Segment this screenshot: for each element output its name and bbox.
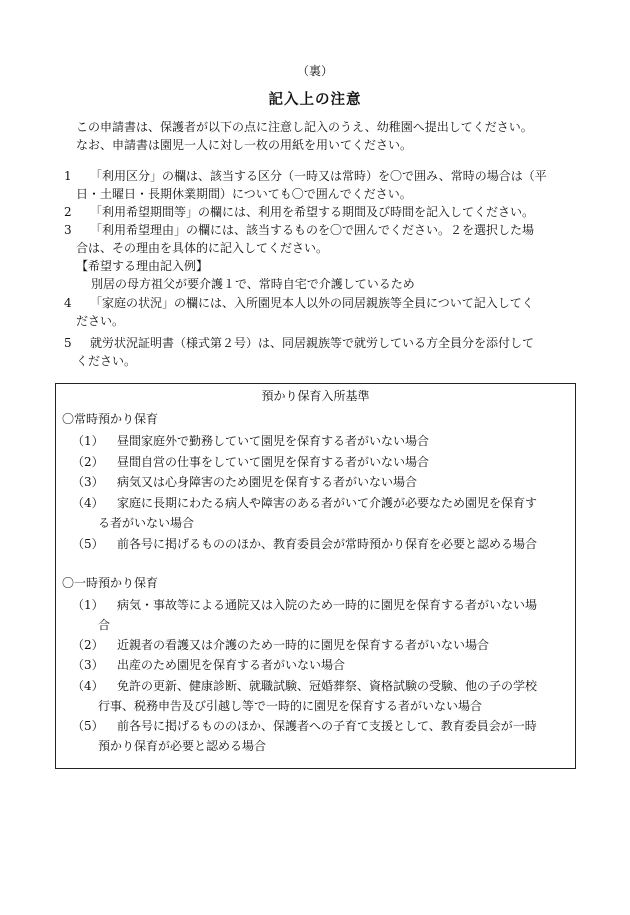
- back-side-label: （裏）: [296, 64, 333, 78]
- temporary-item-2: [72, 636, 489, 654]
- item-text: 病気・事故等による通院又は入院のため一時的に園児を保育する者がいない場: [117, 598, 538, 612]
- example-text: 別居の母方祖父が要介護１で、常時自宅で介護しているため: [91, 277, 415, 291]
- item-number: （4）: [72, 496, 104, 510]
- note-3: [64, 221, 534, 239]
- item-number: （5）: [72, 537, 104, 551]
- temporary-item-1-continued: 合: [98, 618, 111, 632]
- item-number: （3）: [72, 475, 104, 489]
- regular-item-3: [72, 473, 417, 491]
- temporary-item-1: [72, 596, 537, 614]
- note-text: 「利用希望期間等」の欄には、利用を希望する期間及び時間を記入してください。: [90, 205, 535, 219]
- note-number: 2: [64, 205, 72, 219]
- item-number: （2）: [72, 638, 104, 652]
- item-number: （1）: [72, 598, 104, 612]
- intro-line-1: この申請書は、保護者が以下の点に注意し記入のうえ、幼稚園へ提出してください。: [76, 120, 533, 134]
- note-text: 「利用希望理由」の欄には、該当するものを〇で囲んでください。２を選択した場: [90, 223, 535, 237]
- item-text: 前各号に掲げるもののほか、教育委員会が常時預かり保育を必要と認める場合: [117, 537, 538, 551]
- note-text: 就労状況証明書（様式第２号）は、同居親族等で就労している方全員分を添付して: [90, 336, 535, 350]
- regular-item-4-continued: る者がいない場合: [98, 516, 195, 530]
- item-text: 近親者の看護又は介護のため一時的に園児を保育する者がいない場合: [117, 638, 490, 652]
- note-5-continued: ください。: [76, 354, 137, 368]
- item-text: 病気又は心身障害のため園児を保育する者がいない場合: [117, 475, 418, 489]
- regular-item-2: [72, 453, 429, 471]
- item-number: （2）: [72, 455, 104, 469]
- item-number: （1）: [72, 434, 104, 448]
- note-number: 1: [64, 169, 72, 183]
- regular-item-1: [72, 432, 429, 450]
- regular-item-5: [72, 535, 537, 553]
- note-1-continued: 日・土曜日・長期休業期間）についても〇で囲んでください。: [76, 187, 412, 201]
- intro-line-2: なお、申請書は園児一人に対し一枚の用紙を用いてください。: [76, 138, 413, 152]
- item-text: 前各号に掲げるもののほか、保護者への子育て支援として、教育委員会が一時: [117, 719, 537, 733]
- note-number: 5: [64, 336, 72, 350]
- item-number: （5）: [72, 719, 104, 733]
- item-text: 昼間自営の仕事をしていて園児を保育する者がいない場合: [117, 455, 430, 469]
- temporary-care-heading: 〇一時預かり保育: [62, 576, 159, 590]
- note-1: [64, 167, 547, 185]
- item-text: 昼間家庭外で勤務していて園児を保育する者がいない場合: [117, 434, 430, 448]
- item-text: 家庭に長期にわたる病人や障害のある者がいて介護が必要なため園児を保育す: [117, 496, 538, 510]
- temporary-item-4: [72, 677, 537, 695]
- note-text: 「利用区分」の欄は、該当する区分（一時又は常時）を〇で囲み、常時の場合は（平: [90, 169, 547, 183]
- example-heading: 【希望する理由記入例】: [76, 259, 209, 273]
- temporary-item-5-continued: 預かり保育が必要と認める場合: [98, 739, 267, 753]
- item-text: 出産のため園児を保育する者がいない場合: [117, 658, 346, 672]
- note-number: 4: [64, 296, 72, 310]
- criteria-title: 預かり保育入所基準: [261, 389, 370, 403]
- temporary-item-4-continued: 行事、税務申告及び引越し等で一時的に園児を保育する者がいない場合: [98, 699, 483, 713]
- note-text: 「家庭の状況」の欄には、入所園児本人以外の同居親族等全員について記入してく: [90, 296, 534, 310]
- regular-care-heading: 〇常時預かり保育: [62, 412, 159, 426]
- regular-item-4: [72, 494, 537, 512]
- note-5: [64, 334, 534, 352]
- note-2: [64, 203, 534, 221]
- note-4-continued: ださい。: [76, 314, 125, 328]
- temporary-item-3: [72, 656, 345, 674]
- temporary-item-5: [72, 717, 537, 735]
- note-number: 3: [64, 223, 72, 237]
- item-text: 免許の更新、健康診断、就職試験、冠婚葬祭、資格試験の受験、他の子の学校: [117, 679, 538, 693]
- page-title: 記入上の注意: [268, 91, 362, 108]
- note-3-continued: 合は、その理由を具体的に記入してください。: [76, 241, 329, 255]
- note-4: [64, 294, 534, 312]
- item-number: （4）: [72, 679, 104, 693]
- item-number: （3）: [72, 658, 104, 672]
